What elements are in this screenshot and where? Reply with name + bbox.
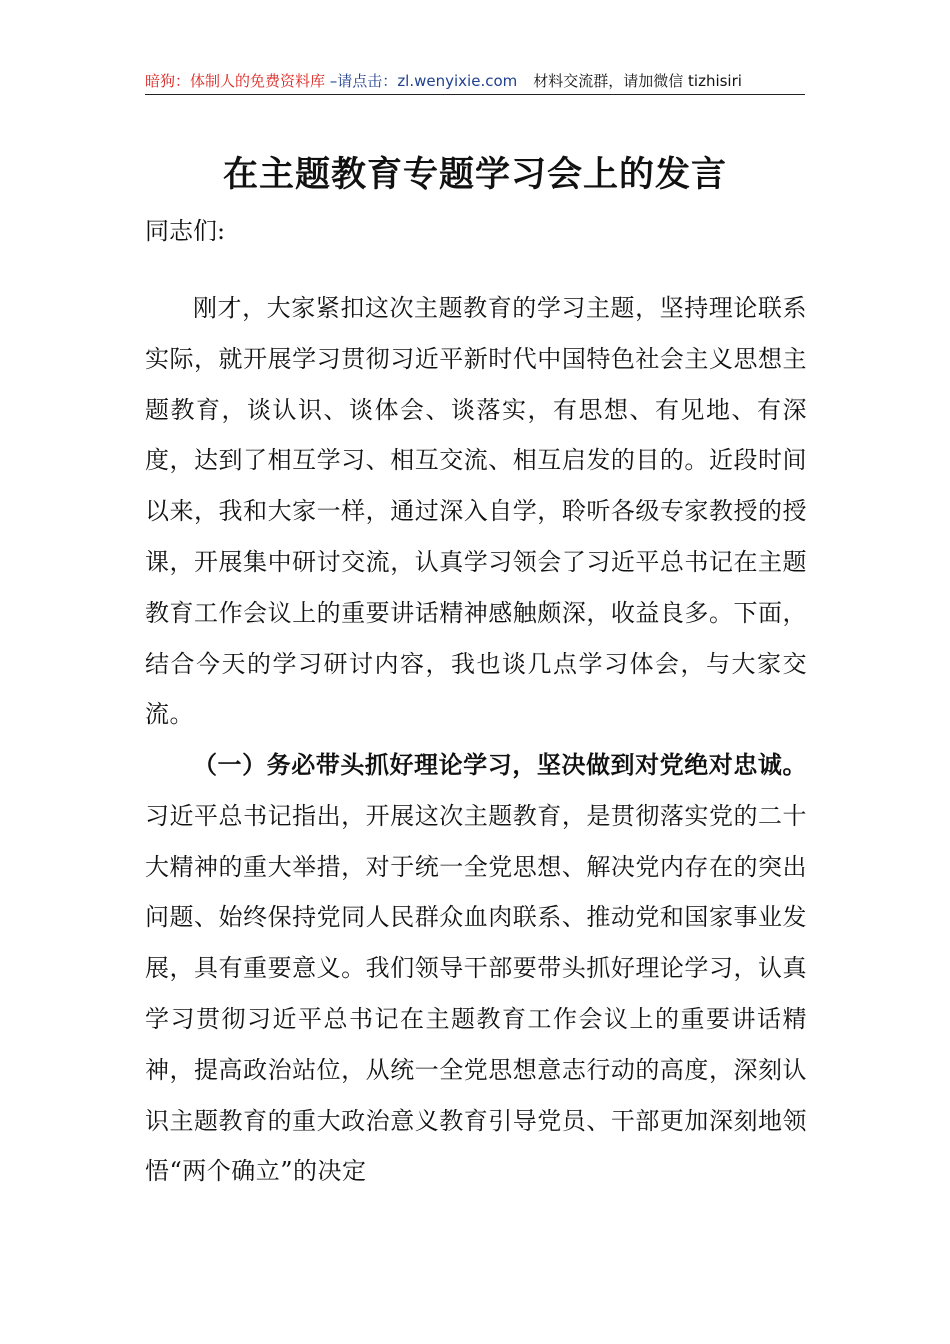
- section-1-body: 习近平总书记指出，开展这次主题教育，是贯彻落实党的二十大精神的重大举措，对于统一全党思想、解决党内存在的突出问题、始终保持党同人民群众血肉联系、推动党和国家事业发展，具有重要意义。我们领导干部要带头抓好理论学习，认真学习贯彻习近平总书记在主题教育工作会议上的重要讲话精神，提高政治站位，从统一全党思想意志行动的高度，深刻认识主题教育的重大政治意义教育引导党员、干部更加深刻地领悟“两个确立”的决定: [145, 801, 807, 1186]
- click-prompt: 请点击：: [337, 72, 398, 90]
- section-1-heading: （一）务必带头抓好理论学习，坚决做到对党绝对忠诚。: [193, 751, 807, 779]
- promo-text: 暗狗：体制人的免费资料库: [145, 72, 326, 90]
- contact-text: 材料交流群，请加微信 tizhisiri: [533, 72, 742, 90]
- page-header-banner: [145, 68, 805, 95]
- header-separator: –: [325, 72, 338, 90]
- document-title: 在主题教育专题学习会上的发言: [222, 154, 727, 195]
- salutation: 同志们:: [145, 217, 226, 245]
- paragraph-intro: 刚才，大家紧扣这次主题教育的学习主题，坚持理论联系实际，就开展学习贯彻习近平新时代中国特色社会主义思想主题教育，谈认识、谈体会、谈落实，有思想、有见地、有深度，达到了相互学习、相互交流、相互启发的目的。近段时间以来，我和大家一样，通过深入自学，聆听各级专家教授的授课，开展集中研讨交流，认真学习领会了习近平总书记在主题教育工作会议上的重要讲话精神感触颇深，收益良多。下面，结合今天的学习研讨内容，我也谈几点学习体会，与大家交流。: [145, 294, 807, 729]
- paragraph-section-1: [145, 740, 807, 1197]
- website-link[interactable]: zl.wenyixie.com: [397, 72, 518, 90]
